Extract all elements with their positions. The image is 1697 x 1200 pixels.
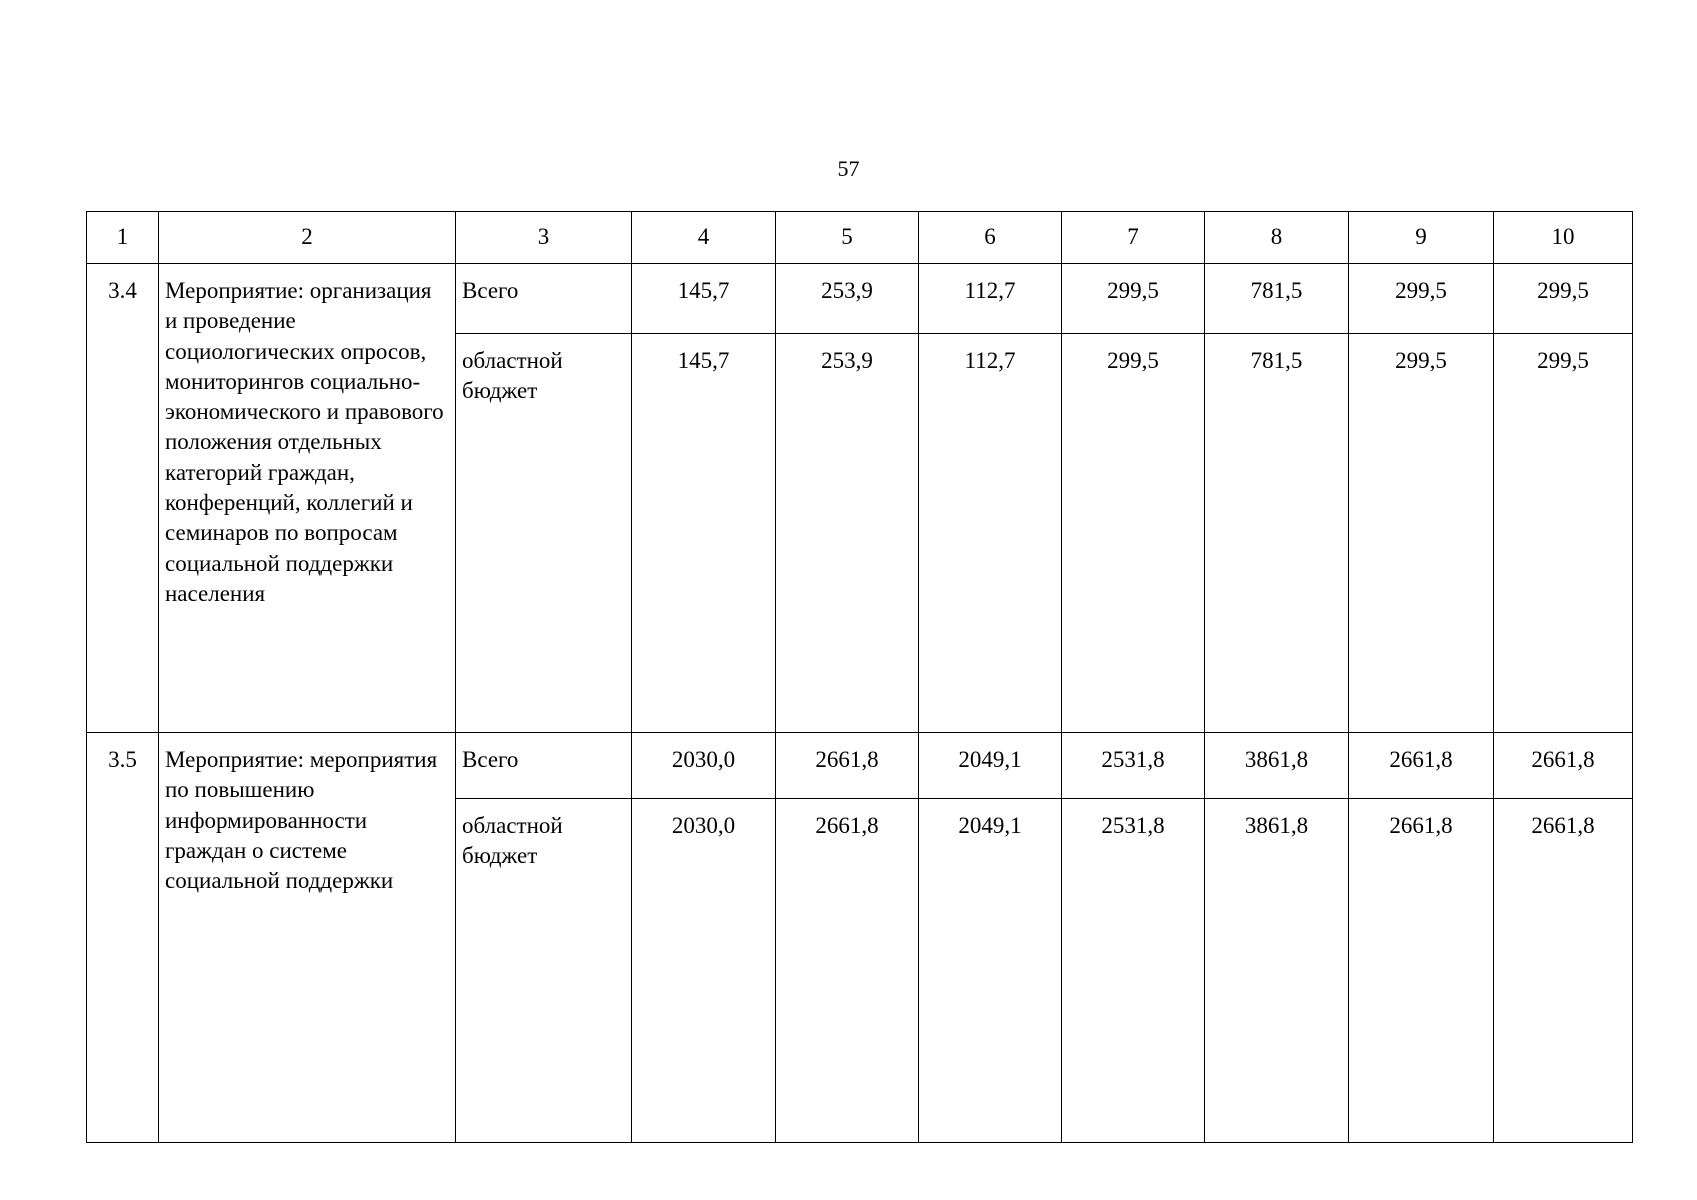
value-cell: 2661,8	[776, 799, 919, 1143]
row-number: 3.5	[87, 733, 159, 1143]
value-cell: 299,5	[1494, 264, 1633, 334]
header-cell: 10	[1494, 212, 1633, 264]
header-cell: 5	[776, 212, 919, 264]
value-cell: 253,9	[776, 334, 919, 733]
value-cell: 299,5	[1494, 334, 1633, 733]
value-cell: 145,7	[632, 264, 776, 334]
table-header-row	[87, 212, 1633, 264]
page-number: 57	[837, 156, 860, 181]
header-cell: 9	[1349, 212, 1494, 264]
funding-source: Всего	[456, 264, 632, 334]
header-cell: 2	[159, 212, 456, 264]
header-cell: 1	[87, 212, 159, 264]
value-cell: 112,7	[919, 264, 1062, 334]
activity-name	[159, 264, 456, 733]
value-cell: 2531,8	[1062, 733, 1205, 799]
value-cell: 253,9	[776, 264, 919, 334]
value-cell: 299,5	[1062, 264, 1205, 334]
value-cell: 2030,0	[632, 733, 776, 799]
value-cell: 2661,8	[1494, 799, 1633, 1143]
value-cell: 2661,8	[776, 733, 919, 799]
funding-source: областной бюджет	[456, 799, 632, 1143]
value-cell: 781,5	[1205, 264, 1349, 334]
value-cell: 2661,8	[1349, 733, 1494, 799]
value-cell: 112,7	[919, 334, 1062, 733]
value-cell: 2049,1	[919, 799, 1062, 1143]
row-number: 3.4	[87, 264, 159, 733]
budget-table	[86, 211, 1633, 1143]
activity-name-text: Мероприятие: мероприятия по повышению информированности граждан о системе социальной поддержки	[165, 747, 438, 894]
value-cell: 3861,8	[1205, 799, 1349, 1143]
value-cell: 299,5	[1349, 334, 1494, 733]
activity-name	[159, 733, 456, 1143]
value-cell: 3861,8	[1205, 733, 1349, 799]
value-cell: 2049,1	[919, 733, 1062, 799]
value-cell: 2661,8	[1349, 799, 1494, 1143]
table-row	[87, 733, 1633, 799]
funding-source: областной бюджет	[456, 334, 632, 733]
value-cell: 781,5	[1205, 334, 1349, 733]
table-row	[87, 264, 1633, 334]
value-cell: 145,7	[632, 334, 776, 733]
header-cell: 8	[1205, 212, 1349, 264]
value-cell: 2030,0	[632, 799, 776, 1143]
value-cell: 2661,8	[1494, 733, 1633, 799]
header-cell: 3	[456, 212, 632, 264]
header-cell: 4	[632, 212, 776, 264]
value-cell: 299,5	[1349, 264, 1494, 334]
funding-source: Всего	[456, 733, 632, 799]
header-cell: 6	[919, 212, 1062, 264]
header-cell: 7	[1062, 212, 1205, 264]
value-cell: 299,5	[1062, 334, 1205, 733]
activity-name-text: Мероприятие: организация и проведение социологических опросов, мониторингов социально-экономического и правового положения отдельных категорий граждан, конференций, коллегий и семинаров по вопросам социальной поддержки населения	[165, 278, 444, 606]
value-cell: 2531,8	[1062, 799, 1205, 1143]
